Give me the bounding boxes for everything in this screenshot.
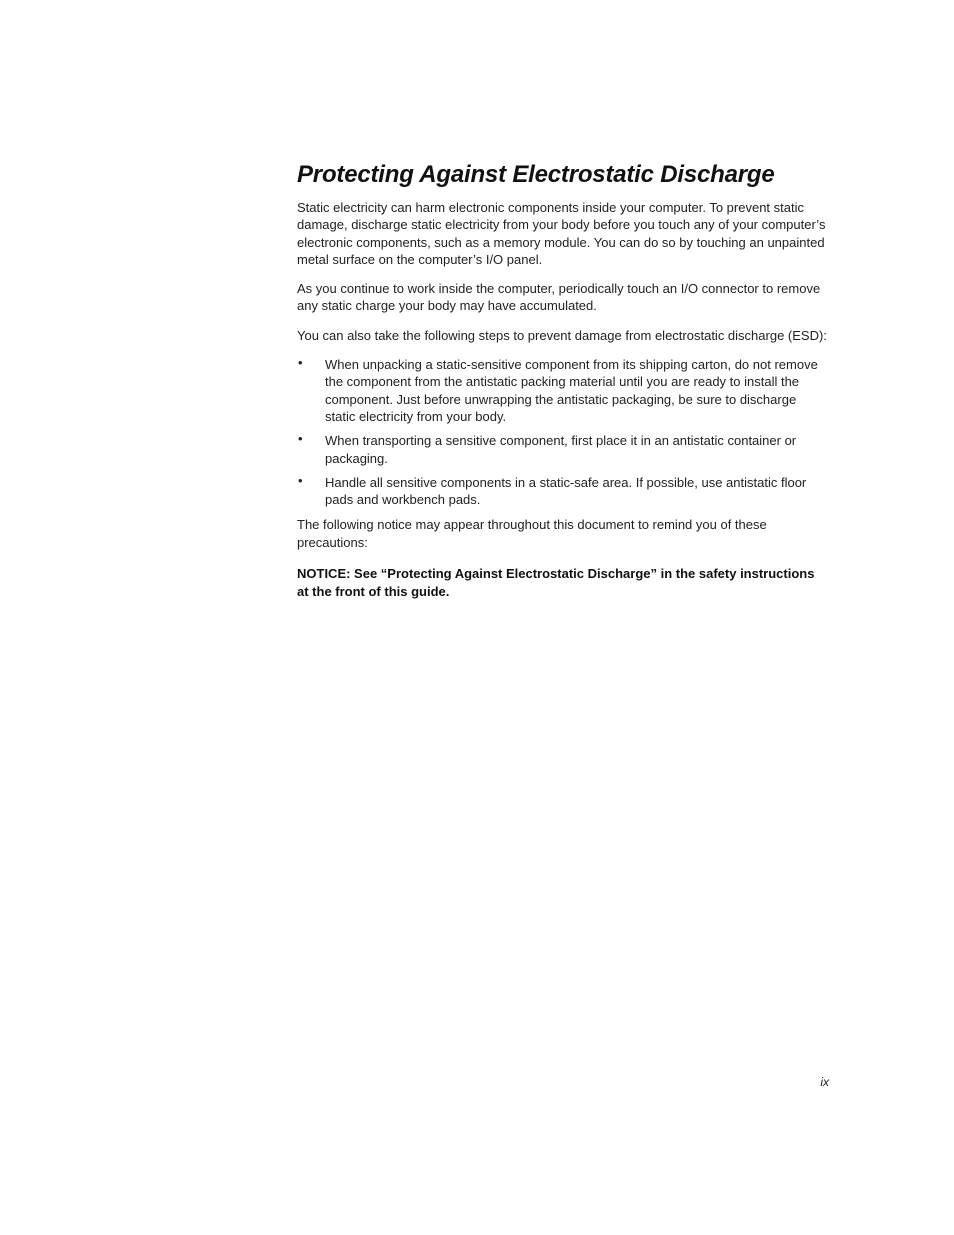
bullet-icon: •: [298, 431, 303, 447]
bullet-icon: •: [298, 472, 303, 488]
list-item-text: When transporting a sensitive component, first place it in an antistatic container or packaging.: [325, 433, 797, 466]
notice-text: NOTICE: See “Protecting Against Electrostatic Discharge” in the safety instructions at the front of this guide.: [297, 566, 815, 600]
closing-paragraph: The following notice may appear throughout this document to remind you of these precautions:: [297, 517, 767, 550]
list-item: [297, 432, 829, 467]
page-title: Protecting Against Electrostatic Discharge: [297, 161, 775, 188]
list-item-text: When unpacking a static-sensitive component from its shipping carton, do not remove the component from the antistatic packing material until you are ready to install the component. Just before unwrapping the antistatic packaging, be sure to discharge static electricity from your body.: [325, 357, 818, 424]
list-item: [297, 356, 829, 425]
page-content: [297, 160, 829, 601]
esd-steps-list: [297, 356, 829, 508]
list-item: [297, 474, 829, 509]
list-item-text: Handle all sensitive components in a static-safe area. If possible, use antistatic floor pads and workbench pads.: [325, 474, 807, 508]
bullet-icon: •: [298, 355, 303, 371]
page-number: ix: [820, 1075, 829, 1089]
intro-paragraph: Static electricity can harm electronic components inside your computer. To prevent static damage, discharge static electricity from your body before you touch any of your computer’s electronic components, such as a memory module. You can do so by touching an unpainted metal surface on the computer’s I/O panel.: [297, 200, 826, 267]
io-connector-paragraph: As you continue to work inside the computer, periodically touch an I/O connector to remove any static charge your body may have accumulated.: [297, 281, 821, 314]
esd-steps-intro-paragraph: You can also take the following steps to prevent damage from electrostatic discharge (ESD):: [297, 327, 827, 343]
